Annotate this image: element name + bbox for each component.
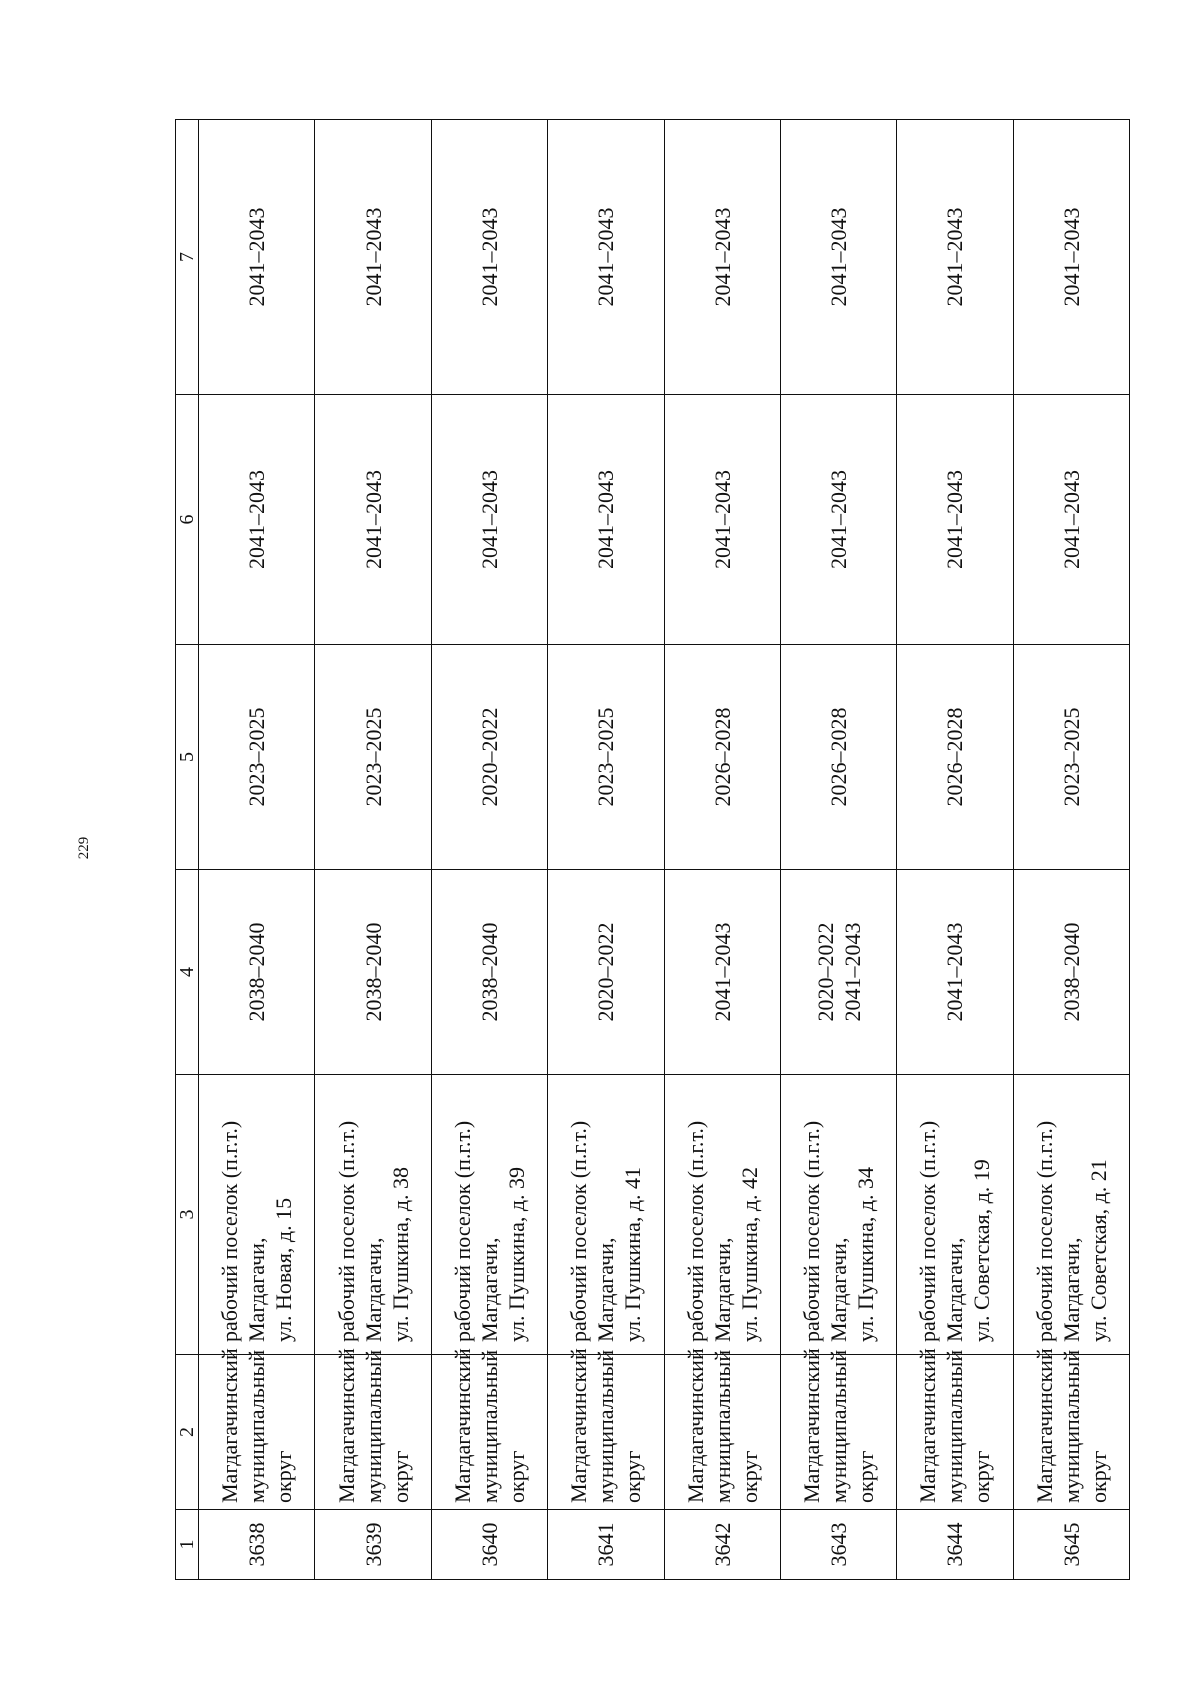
row-id-cell (431, 1510, 547, 1580)
row-id-cell-line: 3638 (244, 1522, 270, 1567)
address-cell-line: ул. Советская, д. 19 (969, 1159, 995, 1342)
period-col5-cell (199, 645, 315, 870)
district-cell (664, 1348, 780, 1510)
address-cell-line: рабочий поселок (п.г.т.) (799, 1120, 825, 1342)
period-col7-cell (1013, 120, 1129, 395)
table-row (897, 120, 1013, 1580)
address-cell-line: Магдагачи, (476, 1237, 502, 1342)
address-cell-line: Магдагачи, (244, 1237, 270, 1342)
period-col7-cell-line: 2041–2043 (826, 207, 852, 307)
period-col7-cell (199, 120, 315, 395)
period-col5-cell (548, 645, 664, 870)
period-col5-cell (431, 645, 547, 870)
district-cell-line: муниципальный (476, 1349, 502, 1503)
district-cell-line: Магдагачинский (449, 1348, 475, 1503)
period-col4-cell-line: 2041–2043 (709, 922, 735, 1022)
row-id-cell (1013, 1510, 1129, 1580)
row-id-cell (897, 1510, 1013, 1580)
column-number-header: 1 (176, 1510, 199, 1580)
district-cell-line: муниципальный (826, 1349, 852, 1503)
period-col5-cell (897, 645, 1013, 870)
district-cell-line: Магдагачинский (799, 1348, 825, 1503)
district-cell (431, 1348, 547, 1510)
period-col6-cell-line: 2041–2043 (476, 470, 502, 569)
district-cell-line: округ (620, 1450, 646, 1503)
district-cell-line: муниципальный (360, 1349, 386, 1503)
period-col7-cell (548, 120, 664, 395)
period-col4-cell (1013, 870, 1129, 1075)
page-number: 229 (76, 836, 92, 860)
period-col5-cell (780, 645, 896, 870)
district-cell (897, 1348, 1013, 1510)
period-col6-cell (780, 395, 896, 645)
period-col5-cell (315, 645, 431, 870)
address-cell-line: ул. Пушкина, д. 39 (503, 1166, 529, 1342)
district-cell-line: Магдагачинский (682, 1348, 708, 1503)
column-number-header: 6 (176, 395, 199, 645)
row-id-cell-line: 3643 (826, 1522, 852, 1567)
address-cell-line: рабочий поселок (п.г.т.) (682, 1120, 708, 1342)
period-col4-cell (664, 870, 780, 1075)
row-id-cell-line: 3642 (709, 1522, 735, 1567)
district-cell (199, 1348, 315, 1510)
district-cell-line: муниципальный (942, 1349, 968, 1503)
address-cell-line: рабочий поселок (п.г.т.) (333, 1120, 359, 1342)
period-col7-cell (664, 120, 780, 395)
rotated-table-container (175, 120, 1130, 1580)
address-cell (548, 1075, 664, 1355)
table-row (664, 120, 780, 1580)
address-cell-line: ул. Пушкина, д. 42 (736, 1166, 762, 1342)
address-cell-line: Магдагачи, (826, 1237, 852, 1342)
column-number-header: 3 (176, 1075, 199, 1355)
row-id-cell (315, 1510, 431, 1580)
column-number-header: 2 (176, 1355, 199, 1510)
period-col5-cell-line: 2023–2025 (593, 707, 619, 807)
period-col7-cell (780, 120, 896, 395)
district-cell-line: Магдагачинский (217, 1348, 243, 1503)
address-cell-line: рабочий поселок (п.г.т.) (915, 1120, 941, 1342)
period-col6-cell-line: 2041–2043 (942, 470, 968, 569)
period-col6-cell (897, 395, 1013, 645)
column-number-row (176, 120, 199, 1580)
period-col4-cell-line: 2038–2040 (244, 922, 270, 1022)
table-row (315, 120, 431, 1580)
district-cell-line: Магдагачинский (915, 1348, 941, 1503)
address-cell (780, 1075, 896, 1355)
period-col5-cell-line: 2026–2028 (709, 707, 735, 807)
address-cell (431, 1075, 547, 1355)
period-col6-cell (315, 395, 431, 645)
address-cell-line: Магдагачи, (360, 1237, 386, 1342)
address-cell (897, 1075, 1013, 1355)
district-cell (780, 1348, 896, 1510)
period-col6-cell-line: 2041–2043 (709, 470, 735, 569)
row-id-cell-line: 3645 (1058, 1522, 1084, 1567)
address-cell (199, 1075, 315, 1355)
row-id-cell (780, 1510, 896, 1580)
period-col5-cell-line: 2026–2028 (942, 707, 968, 807)
address-cell-line: рабочий поселок (п.г.т.) (1031, 1120, 1057, 1342)
row-id-cell-line: 3639 (360, 1522, 386, 1567)
table-row (548, 120, 664, 1580)
column-number-header: 4 (176, 870, 199, 1075)
district-cell-line: Магдагачинский (1031, 1348, 1057, 1503)
period-col4-cell (431, 870, 547, 1075)
row-id-cell-line: 3641 (593, 1522, 619, 1567)
period-col7-cell-line: 2041–2043 (942, 207, 968, 307)
column-number-header: 7 (176, 120, 199, 395)
period-col6-cell-line: 2041–2043 (244, 470, 270, 569)
registry-table (175, 119, 1130, 1580)
address-cell-line: рабочий поселок (п.г.т.) (217, 1120, 243, 1342)
district-cell-line: муниципальный (244, 1349, 270, 1503)
period-col4-cell (897, 870, 1013, 1075)
district-cell-line: округ (503, 1450, 529, 1503)
district-cell-line: муниципальный (709, 1349, 735, 1503)
period-col5-cell (1013, 645, 1129, 870)
address-cell-line: Магдагачи, (593, 1237, 619, 1342)
address-cell (1013, 1075, 1129, 1355)
district-cell-line: округ (853, 1450, 879, 1503)
address-cell (315, 1075, 431, 1355)
period-col7-cell-line: 2041–2043 (593, 207, 619, 307)
district-cell (548, 1348, 664, 1510)
district-cell-line: округ (387, 1450, 413, 1503)
address-cell (664, 1075, 780, 1355)
period-col6-cell-line: 2041–2043 (826, 470, 852, 569)
address-cell-line: Магдагачи, (709, 1237, 735, 1342)
row-id-cell (548, 1510, 664, 1580)
column-number-header: 5 (176, 645, 199, 870)
registry-table-body (176, 120, 1130, 1580)
period-col7-cell-line: 2041–2043 (360, 207, 386, 307)
district-cell-line: муниципальный (1058, 1349, 1084, 1503)
period-col5-cell-line: 2023–2025 (360, 707, 386, 807)
period-col5-cell-line: 2023–2025 (244, 707, 270, 807)
address-cell-line: Магдагачи, (1058, 1237, 1084, 1342)
period-col7-cell-line: 2041–2043 (244, 207, 270, 307)
period-col5-cell-line: 2020–2022 (476, 707, 502, 807)
period-col6-cell (1013, 395, 1129, 645)
district-cell-line: округ (1085, 1450, 1111, 1503)
district-cell-line: Магдагачинский (333, 1348, 359, 1503)
district-cell-line: округ (969, 1450, 995, 1503)
address-cell-line: ул. Новая, д. 15 (271, 1197, 297, 1342)
period-col6-cell (199, 395, 315, 645)
period-col5-cell-line: 2023–2025 (1058, 707, 1084, 807)
period-col4-cell-line: 2038–2040 (360, 922, 386, 1022)
period-col4-cell-line: 2020–2022 (593, 922, 619, 1022)
row-id-cell (199, 1510, 315, 1580)
row-id-cell-line: 3644 (942, 1522, 968, 1567)
table-row (431, 120, 547, 1580)
table-row (780, 120, 896, 1580)
period-col5-cell-line: 2026–2028 (826, 707, 852, 807)
period-col4-cell (780, 870, 896, 1075)
period-col4-cell-line: 2038–2040 (1058, 922, 1084, 1022)
period-col6-cell-line: 2041–2043 (360, 470, 386, 569)
district-cell (315, 1348, 431, 1510)
address-cell-line: Магдагачи, (942, 1237, 968, 1342)
period-col6-cell (548, 395, 664, 645)
period-col7-cell-line: 2041–2043 (476, 207, 502, 307)
period-col7-cell (431, 120, 547, 395)
period-col6-cell-line: 2041–2043 (1058, 470, 1084, 569)
period-col4-cell-line: 2041–2043 (839, 922, 865, 1022)
district-cell (1013, 1348, 1129, 1510)
period-col4-cell (315, 870, 431, 1075)
period-col4-cell-line: 2020–2022 (812, 922, 838, 1022)
period-col6-cell (431, 395, 547, 645)
address-cell-line: ул. Советская, д. 21 (1085, 1159, 1111, 1342)
period-col5-cell (664, 645, 780, 870)
period-col7-cell (897, 120, 1013, 395)
district-cell-line: округ (271, 1450, 297, 1503)
row-id-cell-line: 3640 (476, 1522, 502, 1567)
table-row (1013, 120, 1129, 1580)
period-col6-cell-line: 2041–2043 (593, 470, 619, 569)
period-col4-cell (199, 870, 315, 1075)
period-col6-cell (664, 395, 780, 645)
period-col4-cell (548, 870, 664, 1075)
address-cell-line: рабочий поселок (п.г.т.) (566, 1120, 592, 1342)
period-col4-cell-line: 2041–2043 (942, 922, 968, 1022)
period-col7-cell-line: 2041–2043 (1058, 207, 1084, 307)
district-cell-line: округ (736, 1450, 762, 1503)
address-cell-line: рабочий поселок (п.г.т.) (449, 1120, 475, 1342)
period-col7-cell (315, 120, 431, 395)
district-cell-line: муниципальный (593, 1349, 619, 1503)
district-cell-line: Магдагачинский (566, 1348, 592, 1503)
row-id-cell (664, 1510, 780, 1580)
table-row (199, 120, 315, 1580)
period-col7-cell-line: 2041–2043 (709, 207, 735, 307)
address-cell-line: ул. Пушкина, д. 34 (853, 1166, 879, 1342)
address-cell-line: ул. Пушкина, д. 38 (387, 1166, 413, 1342)
address-cell-line: ул. Пушкина, д. 41 (620, 1166, 646, 1342)
period-col4-cell-line: 2038–2040 (476, 922, 502, 1022)
